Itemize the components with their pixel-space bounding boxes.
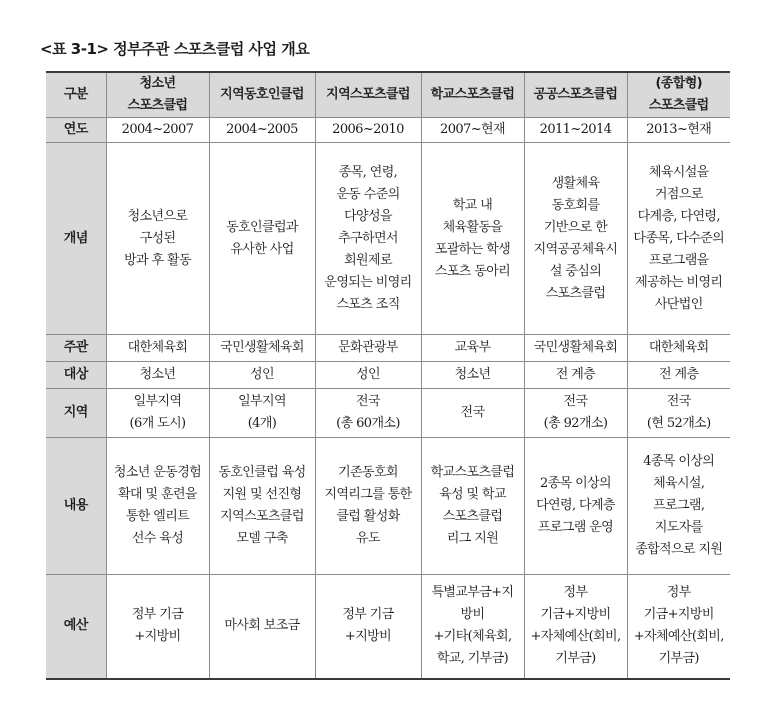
table-cell: 생활체육 동호회를 기반으로 한 지역공공체육시 설 중심의 스포츠클럽	[524, 143, 627, 335]
table-row	[46, 335, 730, 362]
table-cell: 2종목 이상의 다연령, 다계층 프로그램 운영	[524, 438, 627, 575]
table-cell: 정부 기금 +지방비	[315, 575, 421, 679]
table-cell: 문화관광부	[315, 335, 421, 362]
table-cell: 동호인클럽 육성 지원 및 선진형 지역스포츠클럽 모델 구축	[209, 438, 315, 575]
table-header-row	[46, 72, 730, 118]
table-cell: 청소년 운동경험 확대 및 훈련을 통한 엘리트 선수 육성	[106, 438, 209, 575]
column-header: 공공스포츠클럽	[524, 72, 627, 118]
table-cell: 정부 기금 +지방비	[106, 575, 209, 679]
table-cell: 교육부	[421, 335, 524, 362]
table-cell: 성인	[209, 362, 315, 389]
row-header: 연도	[46, 118, 106, 143]
table-cell: 동호인클럽과 유사한 사업	[209, 143, 315, 335]
sports-club-overview-table	[46, 71, 730, 680]
table-cell: 2006~2010	[315, 118, 421, 143]
table-cell: 학교 내 체육활동을 포괄하는 학생 스포츠 동아리	[421, 143, 524, 335]
table-cell: 국민생활체육회	[524, 335, 627, 362]
row-header: 지역	[46, 389, 106, 438]
table-row	[46, 389, 730, 438]
table-cell: 대한체육회	[106, 335, 209, 362]
table-cell: 전국 (현 52개소)	[627, 389, 730, 438]
table-row	[46, 362, 730, 389]
corner-header: 구분	[46, 72, 106, 118]
table-cell: 전 계층	[627, 362, 730, 389]
table-cell: 2004~2007	[106, 118, 209, 143]
table-row	[46, 118, 730, 143]
column-header: 지역동호인클럽	[209, 72, 315, 118]
table-cell: 성인	[315, 362, 421, 389]
table-cell: 기존동호회 지역리그를 통한 클럽 활성화 유도	[315, 438, 421, 575]
table-cell: 청소년	[106, 362, 209, 389]
table-row	[46, 575, 730, 679]
table-cell: 정부 기금+지방비 +자체예산(회비, 기부금)	[524, 575, 627, 679]
table-cell: 대한체육회	[627, 335, 730, 362]
table-cell: 청소년	[421, 362, 524, 389]
table-cell: 일부지역 (6개 도시)	[106, 389, 209, 438]
row-header: 내용	[46, 438, 106, 575]
table-cell: 청소년으로 구성된 방과 후 활동	[106, 143, 209, 335]
table-cell: 특별교부금+지 방비 +기타(체육회, 학교, 기부금)	[421, 575, 524, 679]
table-caption: <표 3-1> 정부주관 스포츠클럽 사업 개요	[40, 40, 310, 58]
column-header: 학교스포츠클럽	[421, 72, 524, 118]
table-cell: 정부 기금+지방비 +자체예산(회비, 기부금)	[627, 575, 730, 679]
table-cell: 4종목 이상의 체육시설, 프로그램, 지도자를 종합적으로 지원	[627, 438, 730, 575]
table-cell: 2004~2005	[209, 118, 315, 143]
table-cell: 2013~현재	[627, 118, 730, 143]
row-header: 주관	[46, 335, 106, 362]
row-header: 개념	[46, 143, 106, 335]
row-header: 대상	[46, 362, 106, 389]
table-cell: 일부지역 (4개)	[209, 389, 315, 438]
table-cell: 전국 (총 92개소)	[524, 389, 627, 438]
row-header: 예산	[46, 575, 106, 679]
table-cell: 학교스포츠클럽 육성 및 학교 스포츠클럽 리그 지원	[421, 438, 524, 575]
column-header: 청소년 스포츠클럽	[106, 72, 209, 118]
table-cell: 전 계층	[524, 362, 627, 389]
table-cell: 국민생활체육회	[209, 335, 315, 362]
table-cell: 2007~현재	[421, 118, 524, 143]
table-cell: 전국	[421, 389, 524, 438]
table-cell: 전국 (총 60개소)	[315, 389, 421, 438]
table-row	[46, 438, 730, 575]
table-cell: 체육시설을 거점으로 다계층, 다연령, 다종목, 다수준의 프로그램을 제공하는 비영리 사단법인	[627, 143, 730, 335]
table-row	[46, 143, 730, 335]
table-cell: 종목, 연령, 운동 수준의 다양성을 추구하면서 회원제로 운영되는 비영리 스포츠 조직	[315, 143, 421, 335]
table-cell: 마사회 보조금	[209, 575, 315, 679]
table-cell: 2011~2014	[524, 118, 627, 143]
column-header: 지역스포츠클럽	[315, 72, 421, 118]
column-header: (종합형) 스포츠클럽	[627, 72, 730, 118]
